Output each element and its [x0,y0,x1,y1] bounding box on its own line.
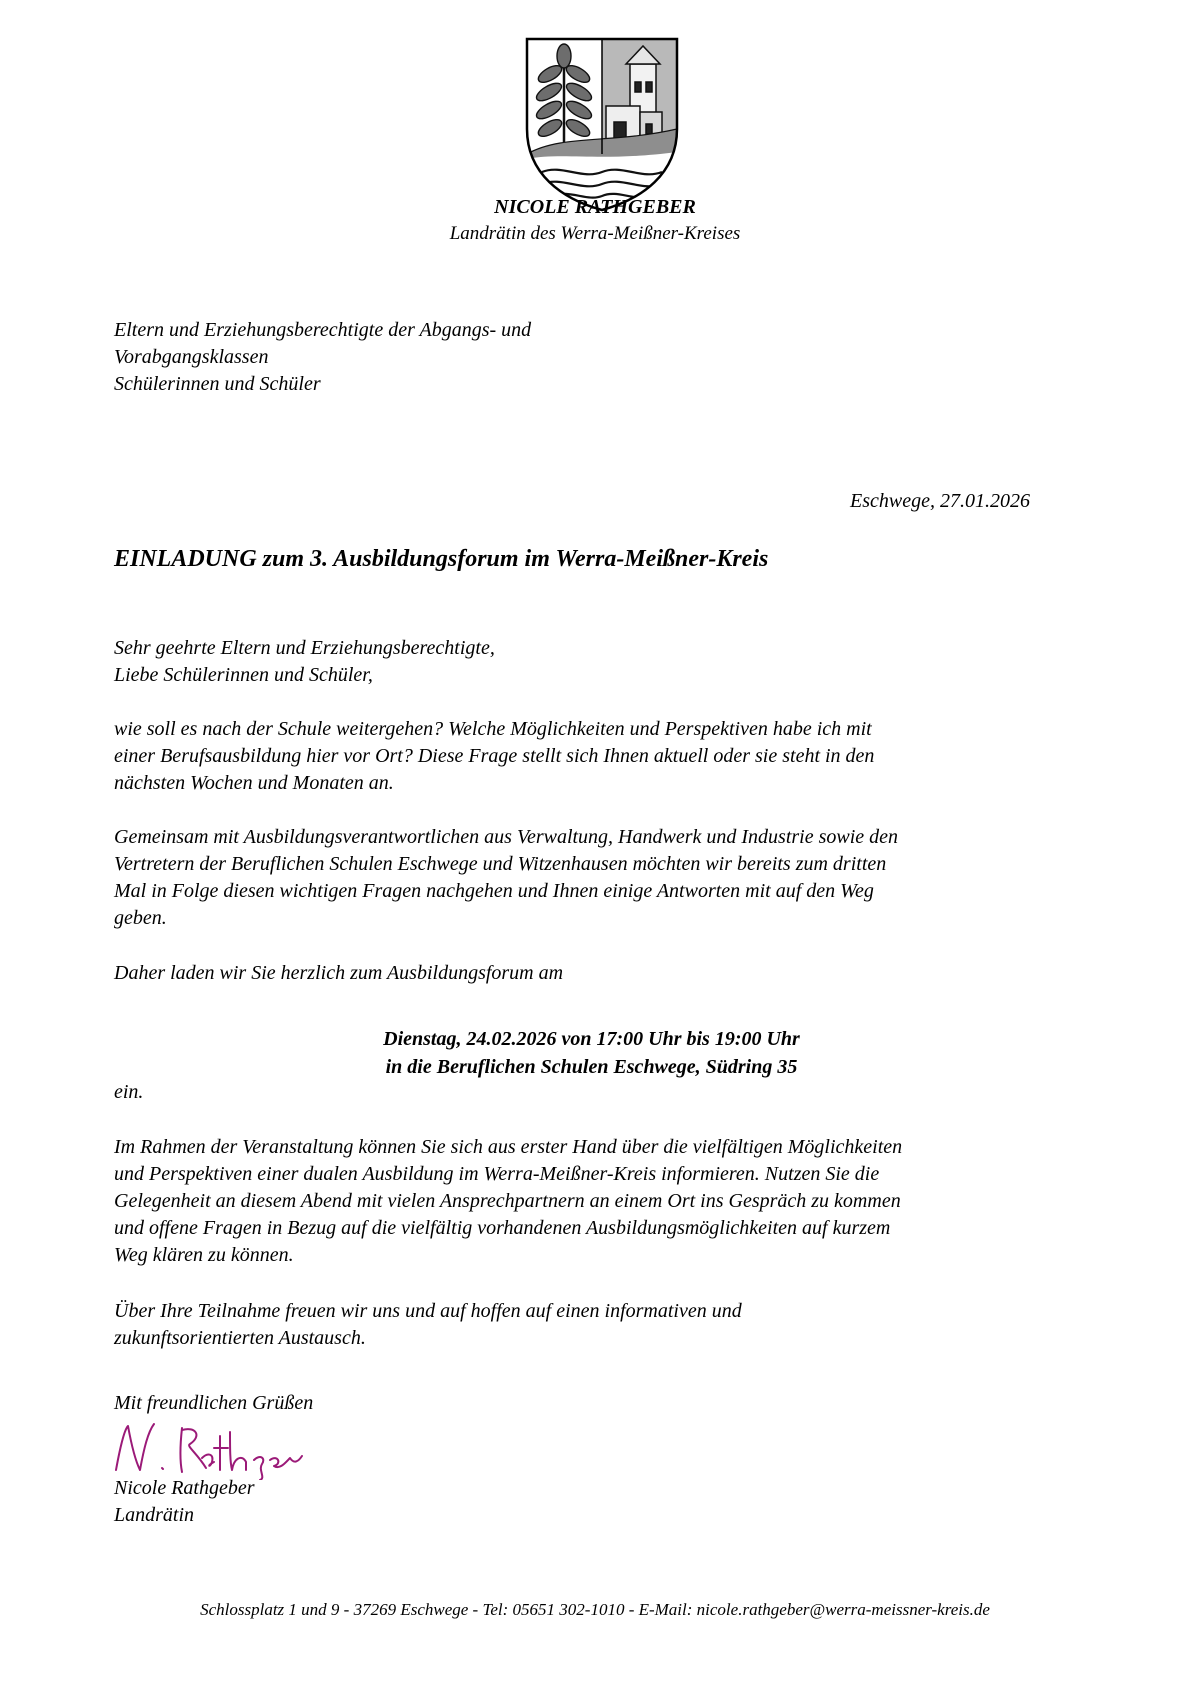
body-paragraph-3 [114,1134,1094,1269]
handwritten-signature [110,1418,310,1480]
recipient-line: Schülerinnen und Schüler [114,373,321,395]
invitation-end: ein. [114,1081,144,1103]
footer-contact: Schlossplatz 1 und 9 - 37269 Eschwege - Tel: 05651 302-1010 - E-Mail: nicole.rathgeber@werra-meissner-kreis.de [200,1600,990,1619]
recipient-line: Vorabgangsklassen [114,346,269,368]
paragraph-line: und Perspektiven einer dualen Ausbildung im Werra-Meißner-Kreis informieren. Nutzen Sie die [114,1163,880,1185]
sender-title: Landrätin des Werra-Meißner-Kreises [449,223,741,244]
paragraph-line: Weg klären zu können. [114,1244,294,1266]
paragraph-line: Im Rahmen der Veranstaltung können Sie sich aus erster Hand über die vielfältigen Möglichkeiten [114,1136,903,1158]
paragraph-line: wie soll es nach der Schule weitergehen? Welche Möglichkeiten und Perspektiven habe ich mit [114,718,872,740]
closing: Mit freundlichen Grüßen [114,1392,314,1414]
body-paragraph-4 [114,1298,1094,1352]
paragraph-line: zukunftsorientierten Austausch. [114,1327,366,1349]
body-paragraph-2 [114,824,1094,932]
event-date-time: Dienstag, 24.02.2026 von 17:00 Uhr bis 19:00 Uhr [383,1028,800,1050]
paragraph-line: Vertretern der Beruflichen Schulen Eschwege und Witzenhausen möchten wir bereits zum dritten [114,853,887,875]
paragraph-line: Gemeinsam mit Ausbildungsverantwortlichen aus Verwaltung, Handwerk und Industrie sowie den [114,826,899,848]
event-details [114,1025,1069,1081]
signer-block [114,1475,255,1529]
recipient-line: Eltern und Erziehungsberechtigte der Abgangs- und [114,319,532,341]
paragraph-line: Über Ihre Teilnahme freuen wir uns und auf hoffen auf einen informativen und [114,1300,742,1322]
letter-subject: EINLADUNG zum 3. Ausbildungsforum im Werra-Meißner-Kreis [114,546,769,572]
salutation-line: Sehr geehrte Eltern und Erziehungsberechtigte, [114,637,495,659]
sender-name: NICOLE RATHGEBER [494,196,696,218]
signer-name: Nicole Rathgeber [114,1477,255,1499]
event-location: in die Beruflichen Schulen Eschwege, Südring 35 [385,1056,798,1078]
paragraph-line: Mal in Folge diesen wichtigen Fragen nachgehen und Ihnen einige Antworten mit auf den Weg [114,880,874,902]
paragraph-line: Gelegenheit an diesem Abend mit vielen Ansprechpartnern an einem Ort ins Gespräch zu kommen [114,1190,901,1212]
paragraph-line: und offene Fragen in Bezug auf die vielfältig vorhandenen Ausbildungsmöglichkeiten auf kurzem [114,1217,891,1239]
signer-role: Landrätin [114,1504,195,1526]
body-paragraph-1 [114,716,1094,797]
coat-of-arms-logo [522,34,682,214]
paragraph-line: einer Berufsausbildung hier vor Ort? Diese Frage stellt sich Ihnen aktuell oder sie steht in den [114,745,875,767]
salutation-line: Liebe Schülerinnen und Schüler, [114,664,373,686]
letter-date: Eschwege, 27.01.2026 [850,490,1030,512]
recipient-block [114,317,531,398]
salutation [114,635,1094,689]
invitation-intro: Daher laden wir Sie herzlich zum Ausbildungsforum am [114,962,564,984]
paragraph-line: geben. [114,907,167,929]
paragraph-line: nächsten Wochen und Monaten an. [114,772,394,794]
